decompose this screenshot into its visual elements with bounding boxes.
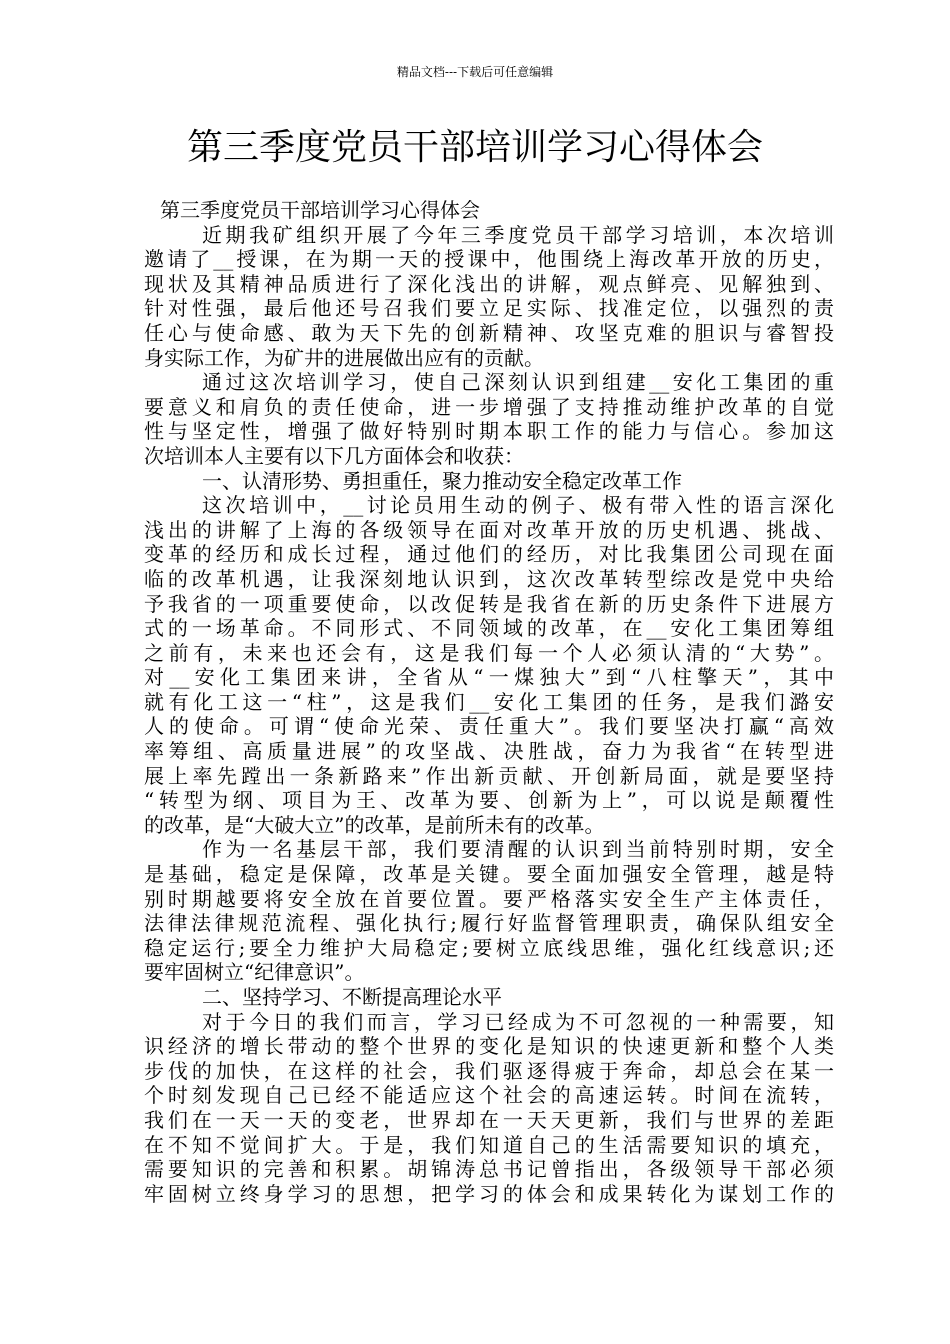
text-line: 近期我矿组织开展了今年三季度党员干部学习培训，本次培训 bbox=[202, 222, 834, 247]
text-line: 要意义和肩负的责任使命，进一步增强了支持推动维护改革的自觉 bbox=[144, 394, 834, 419]
text-line: 身实际工作，为矿井的进展做出应有的贡献。 bbox=[144, 345, 544, 370]
text-line: 步伐的加快，在这样的社会，我们驱逐得疲于奔命，却总会在某一 bbox=[144, 1058, 834, 1083]
page-header-note: 精品文档---下载后可任意编辑 bbox=[396, 65, 554, 79]
text-line: 变革的经历和成长过程，通过他们的经历，对比我集团公司现在面 bbox=[144, 542, 834, 567]
text-line: 邀请了__授课，在为期一天的授课中，他围绕上海改革开放的历史， bbox=[144, 247, 834, 272]
text-line: 别时期越要将安全放在首要位置。要严格落实安全生产主体责任， bbox=[144, 886, 834, 911]
text-line: “转型为纲、项目为王、改革为要、创新为上”，可以说是颠覆性 bbox=[144, 788, 834, 813]
text-line: 要牢固树立“纪律意识”。 bbox=[144, 960, 365, 985]
text-line: 任心与使命感、敢为天下先的创新精神、攻坚克难的胆识与睿智投 bbox=[144, 320, 834, 345]
text-line: 式的一场革命。不同形式、不同领域的改革，在__安化工集团筹组 bbox=[144, 616, 834, 641]
text-line: 需要知识的完善和积累。胡锦涛总书记曾指出，各级领导干部必须 bbox=[144, 1157, 834, 1182]
text-line: 通过这次培训学习，使自己深刻认识到组建__安化工集团的重 bbox=[202, 370, 834, 395]
text-line: 对于今日的我们而言，学习已经成为不可忽视的一种需要，知 bbox=[202, 1009, 834, 1034]
text-line: 浅出的讲解了上海的各级领导在面对改革开放的历史机遇、挑战、 bbox=[144, 517, 834, 542]
text-line: 第三季度党员干部培训学习心得体会 bbox=[160, 198, 480, 222]
text-line: 次培训本人主要有以下几方面体会和收获： bbox=[144, 443, 524, 468]
text-line: 是基础，稳定是保障，改革是关键。要全面加强安全管理，越是特 bbox=[144, 862, 834, 887]
text-line: 就有化工这一“柱”，这是我们__安化工集团的任务，是我们潞安 bbox=[144, 689, 834, 714]
text-line: 对__安化工集团来讲，全省从“一煤独大”到“八柱擎天”，其中 bbox=[144, 665, 834, 690]
text-line: 这次培训中，__讨论员用生动的例子、极有带入性的语言深化 bbox=[202, 493, 834, 518]
text-line: 个时刻发现自己已经不能适应这个社会的高速运转。时间在流转， bbox=[144, 1083, 834, 1108]
text-line: 的改革，是“大破大立”的改革，是前所未有的改革。 bbox=[144, 812, 605, 837]
text-line: 法律法律规范流程、强化执行;履行好监督管理职责，确保队组安全 bbox=[144, 911, 834, 936]
text-line: 人的使命。可谓“使命光荣、责任重大”。我们要坚决打赢“高效 bbox=[144, 714, 834, 739]
text-line: 我们在一天一天的变老，世界却在一天天更新，我们与世界的差距 bbox=[144, 1107, 834, 1132]
text-line: 予我省的一项重要使命，以改促转是我省在新的历史条件下进展方 bbox=[144, 591, 834, 616]
text-line: 一、认清形势、勇担重任，聚力推动安全稳定改革工作 bbox=[202, 468, 682, 493]
text-line: 展上率先蹚出一条新路来”作出新贡献、开创新局面，就是要坚持 bbox=[144, 763, 834, 788]
text-line: 在不知不觉间扩大。于是，我们知道自己的生活需要知识的填充， bbox=[144, 1132, 834, 1157]
text-line: 针对性强，最后他还号召我们要立足实际、找准定位，以强烈的责 bbox=[144, 296, 834, 321]
text-line: 二、坚持学习、不断提高理论水平 bbox=[202, 985, 502, 1009]
text-line: 现状及其精神品质进行了深化浅出的讲解，观点鲜亮、见解独到、 bbox=[144, 271, 834, 296]
text-line: 之前有，未来也还会有，这是我们每一个人必须认清的“大势”。 bbox=[144, 640, 834, 665]
text-line: 牢固树立终身学习的思想，把学习的体会和成果转化为谋划工作的 bbox=[144, 1181, 834, 1206]
text-line: 临的改革机遇，让我深刻地认识到，这次改革转型综改是党中央给 bbox=[144, 566, 834, 591]
text-line: 识经济的增长带动的整个世界的变化是知识的快速更新和整个人类 bbox=[144, 1034, 834, 1059]
text-line: 率筹组、高质量进展”的攻坚战、决胜战，奋力为我省“在转型进 bbox=[144, 739, 834, 764]
document-body bbox=[144, 198, 834, 1206]
document-title: 第三季度党员干部培训学习心得体会 bbox=[186, 127, 763, 168]
text-line: 稳定运行;要全力维护大局稳定;要树立底线思维，强化红线意识;还 bbox=[144, 935, 834, 960]
text-line: 作为一名基层干部，我们要清醒的认识到当前特别时期，安全 bbox=[202, 837, 834, 862]
text-line: 性与坚定性，增强了做好特别时期本职工作的能力与信心。参加这 bbox=[144, 419, 834, 444]
